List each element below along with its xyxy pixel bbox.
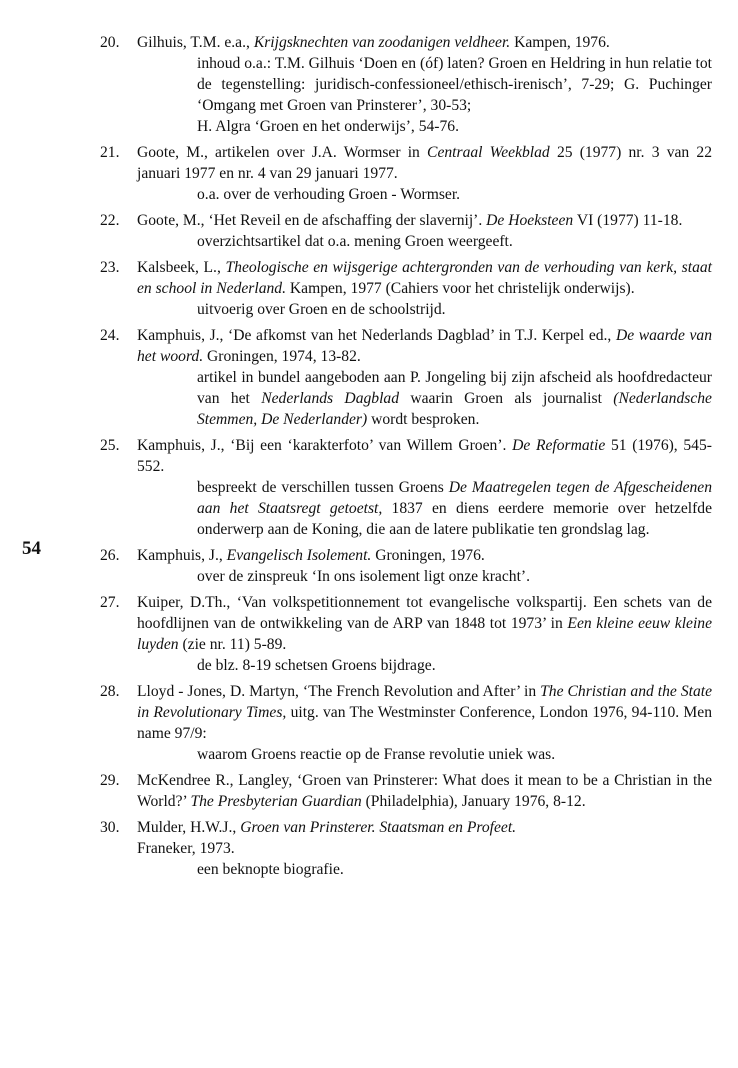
entry-publication: uitg. van The Westminster Conference, London 1976, 94-110. Men name 97/9: [137,704,713,742]
entry-publication: Kampen, 1976. [514,34,610,51]
annotation-text: artikel in bundel aangeboden aan P. Jongeling bij zijn afscheid als hoofdredacteur van het [197,369,712,407]
entry-title: De waarde van het woord. [137,327,713,365]
entry-author: Goote, M., artikelen over J.A. Wormser in [137,144,420,161]
entry-publication: Franeker, 1973. [137,840,235,857]
annotation-text: bespreekt de verschillen tussen Groens [197,479,444,496]
entry-number: 28. [100,683,120,700]
entry-publication: VI (1977) 11-18. [576,212,683,229]
entry-annotation: overzichtsartikel dat o.a. mening Groen weergeeft. [197,233,513,250]
entry-title: The Presbyterian Guardian [190,793,362,810]
entry-publication: (zie nr. 11) 5-89. [182,636,287,653]
bibliography-entry-25 [100,435,712,540]
entry-citation [137,142,712,184]
entry-publication: Groningen, 1974, 13-82. [207,348,361,365]
entry-citation [137,257,712,299]
entry-citation [137,210,712,231]
entry-title: Evangelisch Isolement. [226,547,372,564]
entry-number: 26. [100,547,120,564]
entry-title: Centraal Weekblad [427,144,550,161]
bibliography-entry-26 [100,545,712,587]
entry-number: 23. [100,259,120,276]
entry-author: Kamphuis, J., ‘Bij een ‘karakterfoto’ van Willem Groen’. [137,437,507,454]
entry-publication: Groningen, 1976. [375,547,485,564]
entry-number: 25. [100,437,120,454]
entry-publication: (Philadelphia), January 1976, 8-12. [365,793,586,810]
entry-title: De Reformatie [512,437,606,454]
bibliography-entry-27 [100,592,712,676]
entry-publication: 51 (1976), 545-552. [137,437,712,475]
bibliography-entry-30 [100,817,712,880]
entry-annotation: inhoud o.a.: T.M. Gilhuis ‘Doen en (óf) laten? Groen en Heldring in hun relatie tot de tegenstelling: juridisch-confessioneel/ethisch-irenisch’, 7-29; G. Puchinger ‘Omgang met Groen van Prinsterer’, 30-53; [197,55,712,114]
annotation-text: waarin Groen als journalist [410,390,602,407]
bibliography-entry-28 [100,681,712,765]
entry-annotation [197,367,712,430]
entry-citation [137,32,712,53]
entry-number: 27. [100,594,120,611]
entry-number: 22. [100,212,120,229]
entry-annotation: een beknopte biografie. [197,861,344,878]
bibliography-entry-21 [100,142,712,205]
entry-number: 29. [100,772,120,789]
entry-number: 24. [100,327,120,344]
entry-number: 20. [100,34,120,51]
entry-author: Lloyd - Jones, D. Martyn, ‘The French Revolution and After’ in [137,683,537,700]
annotation-italic: De Maatregelen tegen de Afgescheidenen aan het Staatsregt getoetst, [197,479,712,517]
entry-number: 30. [100,819,120,836]
entry-citation [137,435,712,477]
annotation-text: 1837 en diens eerdere memorie over hetzelfde onderwerp aan de Koning, die aan de latere publikatie ten grondslag lag. [197,500,712,538]
entry-annotation: o.a. over de verhouding Groen - Wormser. [197,186,461,203]
entry-annotation [197,477,712,540]
entry-citation [137,325,712,367]
entry-author: Kamphuis, J., ‘De afkomst van het Nederlands Dagblad’ in T.J. Kerpel ed., [137,327,612,344]
bibliography-list [100,32,712,885]
entry-title: Theologische en wijsgerige achtergronden van de verhouding van kerk, staat en school in Nederland. [137,259,712,297]
entry-author: Kalsbeek, L., [137,259,221,276]
entry-author: McKendree R., Langley, ‘Groen van Prinsterer: What does it mean to be a Christian in the World?’ [137,772,712,810]
entry-citation [137,770,712,812]
page-number: 54 [22,538,41,559]
entry-author: Kuiper, D.Th., ‘Van volkspetitionnement tot evangelische volkspartij. Een schets van de hoofdlijnen van de ontwikkeling van de ARP van 1848 tot 1973’ in [137,594,712,632]
entry-publication: 25 (1977) nr. 3 van 22 januari 1977 en nr. 4 van 29 januari 1977. [137,144,713,182]
entry-citation [137,681,712,744]
entry-citation [137,545,712,566]
entry-author: Goote, M., ‘Het Reveil en de afschaffing der slavernij’. [137,212,483,229]
annotation-italic: Nederlands Dagblad [261,390,400,407]
annotation-text: wordt besproken. [371,411,480,428]
bibliography-entry-29 [100,770,712,812]
entry-annotation: over de zinspreuk ‘In ons isolement ligt onze kracht’. [197,568,530,585]
entry-title: De Hoeksteen [486,212,574,229]
entry-citation [137,592,712,655]
entry-citation [137,817,712,838]
entry-title: The Christian and the State in Revolutionary Times, [137,683,712,721]
bibliography-entry-24 [100,325,712,430]
entry-annotation-continued: H. Algra ‘Groen en het onderwijs’, 54-76. [197,118,459,135]
entry-annotation: waarom Groens reactie op de Franse revolutie uniek was. [197,746,556,763]
entry-annotation: de blz. 8-19 schetsen Groens bijdrage. [197,657,436,674]
entry-title: Krijgsknechten van zoodanigen veldheer. [253,34,511,51]
entry-annotation: uitvoerig over Groen en de schoolstrijd. [197,301,446,318]
bibliography-entry-22 [100,210,712,252]
entry-author: Gilhuis, T.M. e.a., [137,34,250,51]
entry-title: Groen van Prinsterer. Staatsman en Profeet. [240,819,517,836]
bibliography-entry-20 [100,32,712,137]
entry-publication: Kampen, 1977 (Cahiers voor het christelijk onderwijs). [289,280,635,297]
entry-title: Een kleine eeuw kleine luyden [137,615,712,653]
entry-author: Mulder, H.W.J., [137,819,237,836]
entry-author: Kamphuis, J., [137,547,223,564]
entry-number: 21. [100,144,120,161]
annotation-italic: (Nederlandsche Stemmen, De Nederlander) [197,390,712,428]
bibliography-entry-23 [100,257,712,320]
